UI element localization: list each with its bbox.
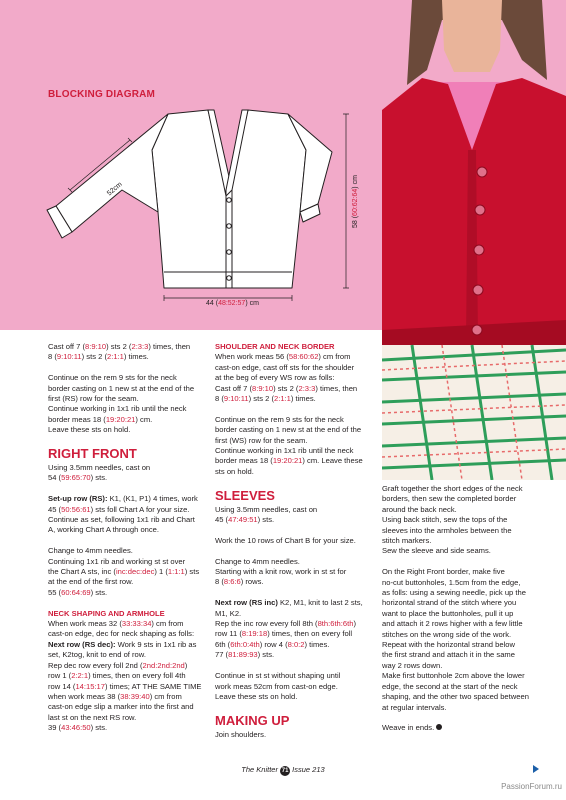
page-number: 71: [281, 768, 289, 774]
diagram-title: BLOCKING DIAGRAM: [48, 89, 156, 100]
body-width-dimension: 44 (48:52:57) cm: [206, 300, 259, 307]
text-column-1: [48, 342, 210, 734]
button-1: [227, 198, 232, 203]
paragraph: On the Right Front border, make five no-cut buttonholes, 1.5cm from the edge, as folls: using a sewing needle, pick up the horizontal strand of the stitch where you want to place the buttonholes, pull it up and attach it 2 rows higher with a few little stitches on the wrong side of the work. Repeat with the horizontal strand below the first strand and attach it in the same way 2 rows down. Make first buttonhole 2cm above the lower edge, the second at the start of the neck shaping, and the other two spaced between at regular intervals.: [382, 567, 529, 712]
magazine-name: The Knitter: [241, 765, 278, 774]
paragraph: Join shoulders.: [215, 729, 267, 739]
text-column-2: [215, 342, 380, 740]
cardigan-blocking-diagram: [0, 0, 382, 330]
paragraph: When work meas 32 (33:33:34) cm from cast-on edge, dec for neck shaping as folls: Next row (RS dec): Work 9 sts in 1x1 rib as set, K2tog, knit to end of row. Rep dec row every foll 2nd (2nd:2nd:2nd) row 1 (2:2:1) times, then on every foll 4th row 14 (14:15:17) times; AT THE SAME TIME when work meas 38 (38:39:40) cm from cast-on edge slip a marker into the first and last st on the next RS row. 39 (43:46:50) sts.: [48, 619, 202, 733]
heading-neck-shaping: NECK SHAPING AND ARMHOLE: [48, 608, 165, 618]
paragraph: Continue in st st without shaping until work meas 52cm from cast-on edge. Leave these sts on hold.: [215, 671, 341, 701]
button-4: [227, 276, 232, 281]
paragraph: Continue on the rem 9 sts for the neck border casting on 1 new st at the end of the first (WS) row for the seam. Continue working in 1x1 rib until the neck border meas 18 (19:20:21) cm. Leave these sts on hold.: [215, 414, 363, 476]
button-3: [227, 250, 232, 255]
heading-shoulder-neck: SHOULDER AND NECK BORDER: [215, 342, 335, 351]
paragraph: Using 3.5mm needles, cast on 45 (47:49:51) sts.: [215, 504, 318, 525]
watermark: PassionForum.ru: [501, 782, 562, 791]
model-photo: [382, 0, 566, 480]
paragraph: Cast off 7 (8:9:10) sts 2 (2:3:3) times, then 8 (9:10:11) sts 2 (2:1:1) times.: [48, 342, 191, 362]
paragraph: Work the 10 rows of Chart B for your size.: [215, 535, 356, 545]
paragraph: Weave in ends.: [382, 723, 560, 733]
heading-right-front: RIGHT FRONT: [48, 446, 137, 462]
sleeve-length-dimension: 52cm: [106, 180, 124, 198]
paragraph: Using 3.5mm needles, cast on 54 (59:65:70) sts.: [48, 463, 151, 483]
body-length-dimension: 58 (60:62:64) cm: [352, 175, 359, 228]
heading-making-up: MAKING UP: [215, 712, 290, 728]
paragraph: Set-up row (RS): K1, (K1, P1) 4 times, work 45 (50:56:61) sts foll Chart A for your size. Continue as set, following 1x1 rib and Chart A, working Chart A through once.: [48, 494, 198, 535]
heading-sleeves: SLEEVES: [215, 487, 275, 503]
paragraph: Change to 4mm needles. Starting with a knit row, work in st st for 8 (8:6:6) rows.: [215, 556, 347, 587]
page-footer: [0, 765, 566, 776]
paragraph: Next row (RS inc) K2, M1, knit to last 2 sts, M1, K2. Rep the inc row every foll 8th (8th:6th:6th) row 11 (8:19:18) times, then on every foll 6th (6th:0:4th) row 4 (8:0:2) times. 77 (81:89:93) sts.: [215, 598, 363, 660]
issue-number: Issue 213: [292, 765, 325, 774]
paragraph: Graft together the short edges of the neck borders, then sew the completed border around the back neck. Using back stitch, sew the tops of the sleeves into the armholes between the stitch markers. Sew the sleeve and side seams.: [382, 484, 523, 556]
text-column-3: [382, 484, 560, 734]
paragraph: Change to 4mm needles. Continuing 1x1 rib and working st st over the Chart A sts, inc (inc:dec:dec) 1 (1:1:1) sts at the end of the first row. 55 (60:64:69) sts.: [48, 546, 200, 597]
paragraph: When work meas 56 (58:60:62) cm from cast-on edge, cast off sts for the shoulder at the beg of every WS row as folls: Cast off 7 (8:9:10) sts 2 (2:3:3) times, then 8 (9:10:11) sts 2 (2:1:1) times.: [215, 352, 358, 404]
end-mark-icon: [436, 724, 442, 730]
paragraph: Continue on the rem 9 sts for the neck border casting on 1 new st at the end of the first (RS) row for the seam. Continue working in 1x1 rib until the neck border meas 18 (19:20:21) cm. Leave these sts on hold.: [48, 373, 195, 435]
button-2: [227, 224, 232, 229]
